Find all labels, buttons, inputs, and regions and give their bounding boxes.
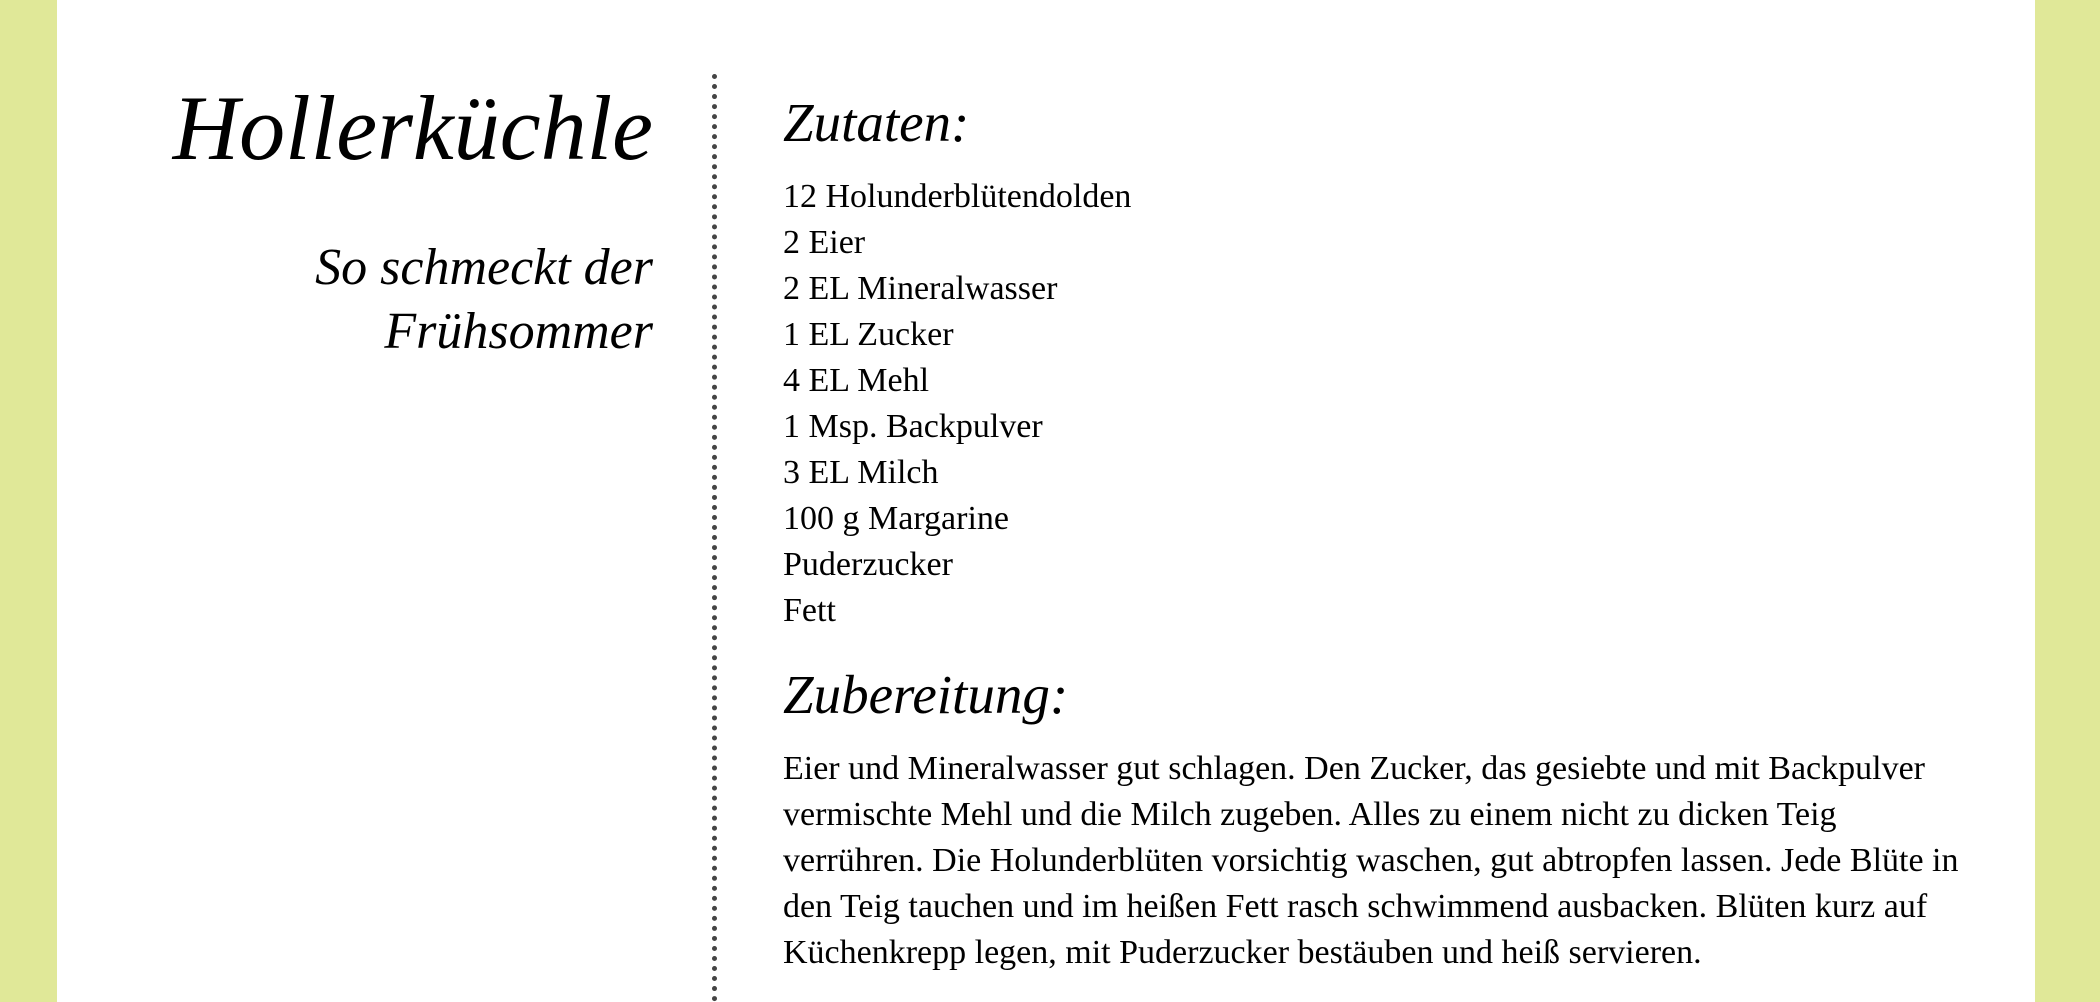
ingredient-item: Fett — [783, 592, 836, 629]
dotted-divider — [712, 74, 717, 1002]
recipe-subtitle — [315, 236, 653, 364]
ingredients-heading: Zutaten: — [783, 92, 970, 153]
ingredient-item: 2 EL Mineralwasser — [783, 270, 1058, 307]
ingredient-item: 2 Eier — [783, 224, 866, 261]
ingredients-list — [783, 174, 1131, 634]
ingredient-item: 1 Msp. Backpulver — [783, 408, 1043, 445]
recipe-title: Hollerküchle — [172, 77, 653, 179]
ingredient-item: 12 Holunderblütendolden — [783, 178, 1132, 215]
recipe-page — [57, 0, 2035, 1002]
subtitle-line-2: Frühsommer — [384, 303, 653, 360]
ingredient-item: 1 EL Zucker — [783, 316, 954, 353]
ingredient-item: 100 g Margarine — [783, 500, 1009, 537]
ingredient-item: 3 EL Milch — [783, 454, 939, 491]
preparation-text: Eier und Mineralwasser gut schlagen. Den Zucker, das gesiebte und mit Backpulver vermischte Mehl und die Milch zugeben. Alles zu einem nicht zu dicken Teig verrühren. Die Holunderblüten vorsichtig waschen, gut abtropfen lassen. Jede Blüte in den Teig tauchen und im heißen Fett rasch schwimmend ausbacken. Blüten kurz auf Küchenkrepp legen, mit Puderzucker bestäuben und heiß servieren. — [783, 750, 1959, 971]
ingredient-item: Puderzucker — [783, 546, 953, 583]
ingredient-item: 4 EL Mehl — [783, 362, 930, 399]
subtitle-line-1: So schmeckt der — [315, 239, 653, 296]
preparation-heading: Zubereitung: — [783, 664, 1069, 725]
